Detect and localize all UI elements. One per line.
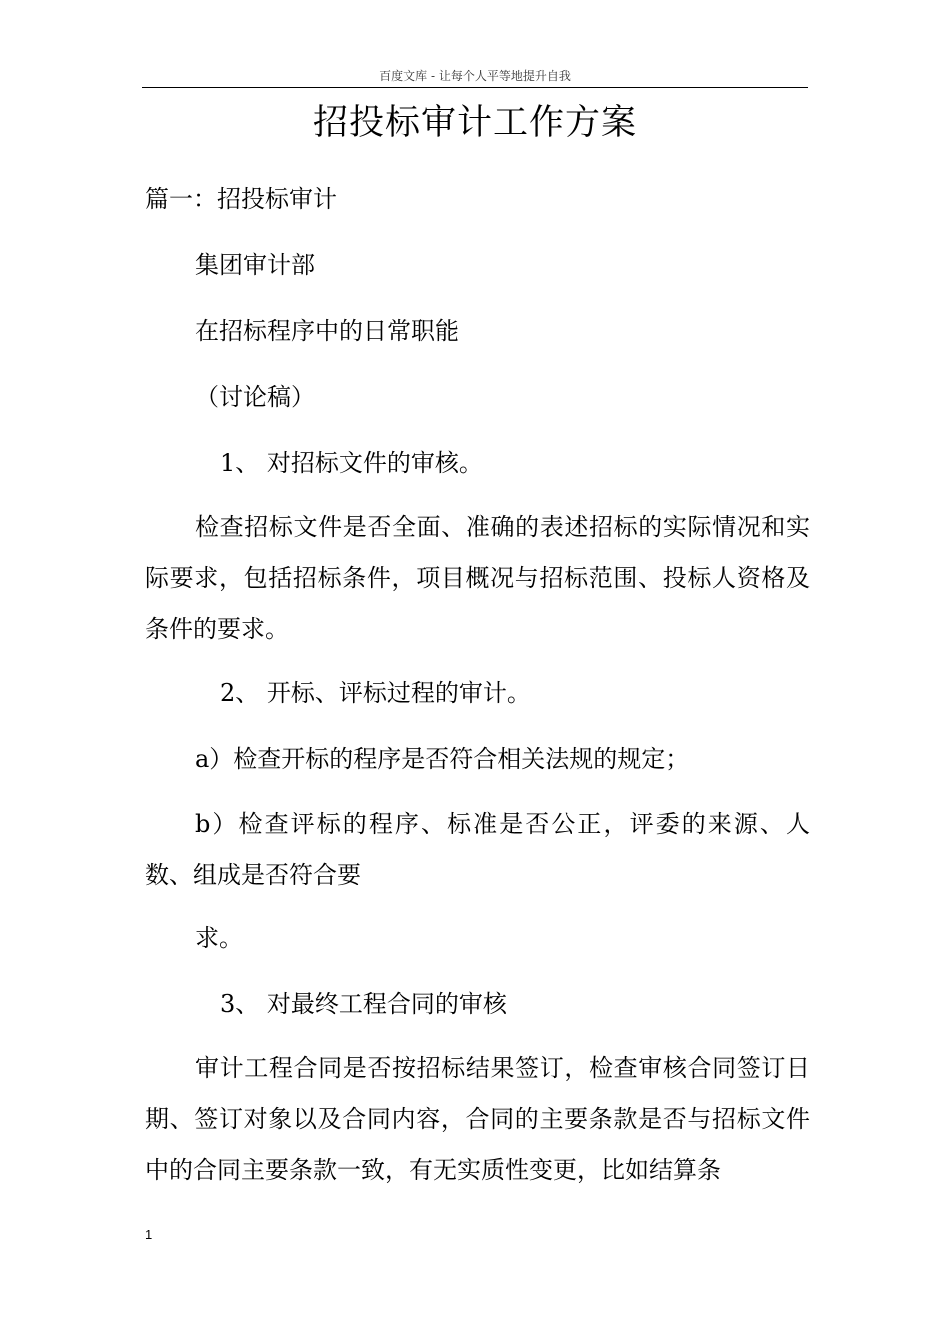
- item1-body: 检查招标文件是否全面、准确的表述招标的实际情况和实际要求，包括招标条件，项目概况与招标范围、投标人资格及条件的要求。: [145, 513, 810, 643]
- document-title: 招投标审计工作方案: [312, 103, 637, 143]
- item2-heading: 2、 开标、评标过程的审计。: [220, 679, 531, 707]
- item2-point-b-continued: 求。: [195, 924, 243, 952]
- department-line: 集团审计部: [195, 251, 315, 279]
- page-number: 1: [145, 1227, 153, 1242]
- draft-note: （讨论稿）: [195, 383, 315, 411]
- header-divider: [142, 87, 808, 88]
- section-heading: 篇一：招投标审计: [145, 185, 337, 213]
- subtitle-line: 在招标程序中的日常职能: [195, 317, 459, 345]
- item1-heading: 1、 对招标文件的审核。: [220, 449, 483, 477]
- page-header: 百度文库 - 让每个人平等地提升自我: [379, 69, 571, 83]
- item2-point-a: a）检查开标的程序是否符合相关法规的规定；: [195, 745, 690, 773]
- item2-point-b: b）检查评标的程序、标准是否公正，评委的来源、人数、组成是否符合要: [145, 810, 810, 889]
- item3-heading: 3、 对最终工程合同的审核: [220, 990, 507, 1018]
- item3-body: 审计工程合同是否按招标结果签订，检查审核合同签订日期、签订对象以及合同内容，合同的主要条款是否与招标文件中的合同主要条款一致，有无实质性变更，比如结算条: [145, 1054, 810, 1184]
